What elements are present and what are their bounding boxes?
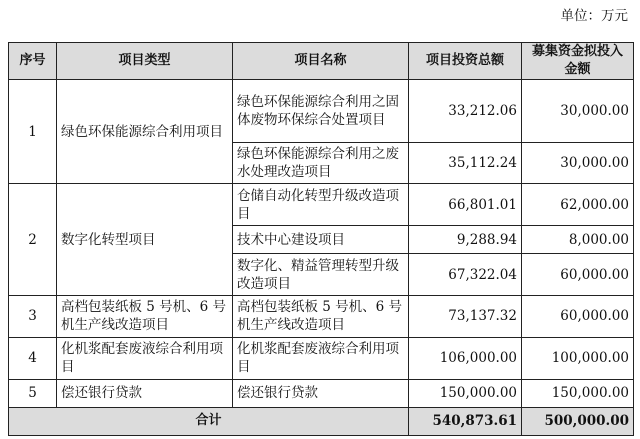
row-type: 高档包装纸板 5 号机、6 号机生产线改造项目 — [57, 296, 233, 338]
header-name: 项目名称 — [233, 43, 409, 80]
table-row — [9, 80, 634, 143]
table-row — [9, 296, 634, 338]
total-label: 合计 — [9, 407, 409, 435]
header-type: 项目类型 — [57, 43, 233, 80]
row-raised: 150,000.00 — [522, 379, 634, 407]
header-row — [9, 43, 634, 80]
row-total: 106,000.00 — [409, 337, 522, 379]
row-raised: 8,000.00 — [522, 226, 634, 254]
row-seq: 5 — [9, 379, 57, 407]
row-seq: 3 — [9, 296, 57, 338]
table-row — [9, 337, 634, 379]
row-total: 66,801.01 — [409, 184, 522, 226]
row-type: 绿色环保能源综合利用项目 — [57, 80, 233, 184]
unit-note: 单位：万元 — [560, 8, 628, 24]
row-raised: 60,000.00 — [522, 296, 634, 338]
row-raised: 60,000.00 — [522, 254, 634, 296]
row-name: 数字化、精益管理转型升级改造项目 — [233, 254, 409, 296]
total-row — [9, 407, 634, 435]
row-raised: 30,000.00 — [522, 142, 634, 184]
row-type: 数字化转型项目 — [57, 184, 233, 296]
row-total: 9,288.94 — [409, 226, 522, 254]
row-raised: 100,000.00 — [522, 337, 634, 379]
table-row — [9, 379, 634, 407]
row-name: 高档包装纸板 5 号机、6 号机生产线改造项目 — [233, 296, 409, 338]
row-name: 绿色环保能源综合利用之废水处理改造项目 — [233, 142, 409, 184]
row-type: 化机浆配套废液综合利用项目 — [57, 337, 233, 379]
row-total: 33,212.06 — [409, 80, 522, 143]
fund-usage-table — [8, 42, 634, 436]
row-name: 偿还银行贷款 — [233, 379, 409, 407]
row-name: 绿色环保能源综合利用之固体废物环保综合处置项目 — [233, 80, 409, 143]
row-type: 偿还银行贷款 — [57, 379, 233, 407]
row-total: 67,322.04 — [409, 254, 522, 296]
row-seq: 2 — [9, 184, 57, 296]
row-raised: 30,000.00 — [522, 80, 634, 143]
row-seq: 1 — [9, 80, 57, 184]
row-total: 150,000.00 — [409, 379, 522, 407]
total-investment: 540,873.61 — [409, 407, 522, 435]
row-total: 35,112.24 — [409, 142, 522, 184]
row-seq: 4 — [9, 337, 57, 379]
table-row — [9, 184, 634, 226]
row-name: 技术中心建设项目 — [233, 226, 409, 254]
row-raised: 62,000.00 — [522, 184, 634, 226]
row-total: 73,137.32 — [409, 296, 522, 338]
row-name: 化机浆配套废液综合利用项目 — [233, 337, 409, 379]
header-total: 项目投资总额 — [409, 43, 522, 80]
header-seq: 序号 — [9, 43, 57, 80]
row-name: 仓储自动化转型升级改造项目 — [233, 184, 409, 226]
header-raised: 募集资金拟投入金额 — [522, 43, 634, 80]
total-raised: 500,000.00 — [522, 407, 634, 435]
